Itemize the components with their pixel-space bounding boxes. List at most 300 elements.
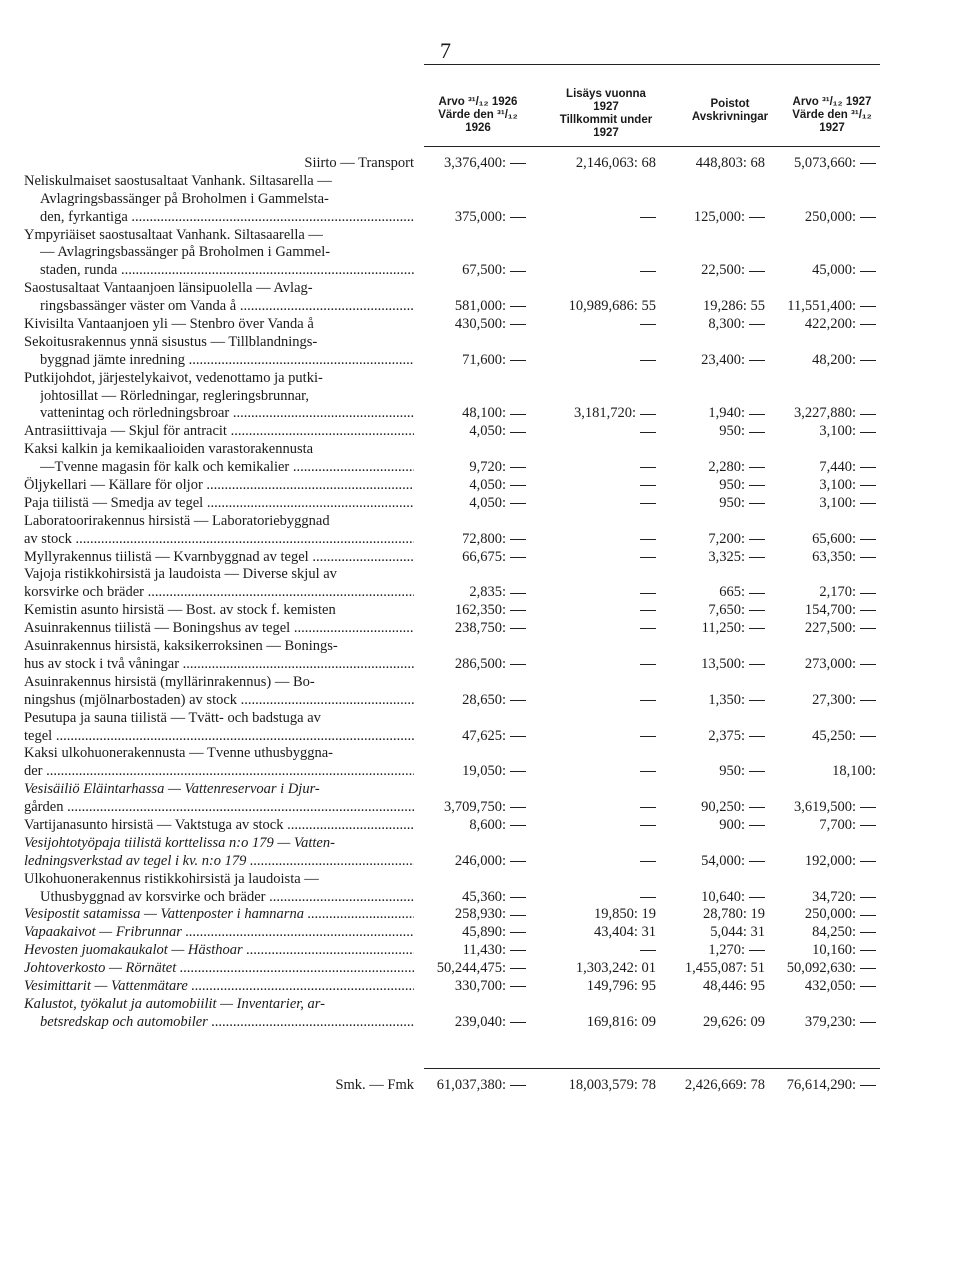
dash-mark [749,467,765,468]
cell-value: 71,600: [462,351,506,368]
row-description: korsvirke och bräder ..... [24,584,414,602]
cell-value: 7,440: [819,459,856,476]
dash-mark [749,271,765,272]
cell-value: 3,100: [819,494,856,511]
cell-depreciation [708,728,765,746]
dash-mark [860,485,876,486]
total-depreciation: 2,426,669: 78 [684,1077,765,1093]
cell-value-1927 [805,656,876,674]
row-description: Vesisäiliö Eläintarhassa — Vattenreservoar i Djur- [24,781,320,798]
dash-mark [510,467,526,468]
cell-value: 258,930: [454,906,506,923]
cell-depreciation [696,155,765,173]
cell-value: 19,286: 55 [702,298,765,315]
cell-value-1927 [794,799,876,817]
cell-value-1926 [437,960,526,978]
cell-value-1926 [469,423,526,441]
cell-additions-1927 [574,405,656,423]
table-row [0,728,960,746]
cell-value-1926 [463,942,526,960]
cell-depreciation [719,423,765,441]
row-description: staden, runda ..... [40,262,414,280]
cell-value: 3,100: [819,423,856,440]
row-description: Neliskulmaiset saostusaltaat Vanhank. Siltasarella — [24,172,332,189]
cell-value-1926 [469,459,526,477]
cell-value-1927 [812,352,876,370]
cell-depreciation [701,656,765,674]
cell-value-1926 [462,692,526,710]
cell-value: 18,100: [832,763,876,780]
cell-additions-1927 [576,960,656,978]
cell-depreciation [708,459,765,477]
dash-mark [510,932,526,933]
dash-mark [860,664,876,665]
row-description: Ulkohuonerakennus ristikkohirsistä ja laudoista — [24,870,319,887]
table-row [0,227,960,245]
cell-depreciation [694,209,765,227]
table-row [0,924,960,942]
cell-value-1927 [812,531,876,549]
cell-value-1927 [819,495,876,513]
cell-value: 379,230: [804,1013,856,1030]
dash-mark [749,771,765,772]
cell-value-1926 [469,477,526,495]
dash-mark [640,217,656,218]
dash-mark [860,217,876,218]
total-value-1926: 61,037,380: [437,1076,526,1094]
total-row [0,1076,960,1094]
dash-mark [749,897,765,898]
dash-mark [749,217,765,218]
cell-value-1927 [805,209,876,227]
table-row [0,674,960,692]
cell-additions-1927 [636,817,656,835]
cell-value: 250,000: [804,208,856,225]
cell-value-1926 [462,531,526,549]
cell-depreciation [708,602,765,620]
cell-value-1926 [455,1014,526,1032]
table-row [0,495,960,513]
dash-mark [860,1022,876,1023]
cell-value-1926 [469,584,526,602]
cell-value: 67,500: [462,262,506,279]
table-row [0,638,960,656]
dash-mark [860,932,876,933]
cell-value: 581,000: [454,298,506,315]
cell-value: 125,000: [693,208,745,225]
cell-additions-1927 [636,728,656,746]
dash-mark [510,593,526,594]
cell-value-1927 [812,942,876,960]
cell-value: 7,200: [708,530,745,547]
row-description: ringsbassänger väster om Vanda å ..... [40,298,414,316]
cell-value-1927 [812,728,876,746]
cell-value-1926 [444,155,526,173]
table-row [0,710,960,728]
cell-additions-1927 [636,584,656,602]
row-description: vattenintag och rörledningsbroar ..... [40,405,414,423]
cell-additions-1927 [636,495,656,513]
row-description: tegel ..... [24,728,414,746]
table-row [0,280,960,298]
dash-mark [860,467,876,468]
dash-mark [510,968,526,969]
cell-value: 162,350: [454,602,506,619]
dash-mark [749,664,765,665]
row-description: johtosillat — Rörledningar, regleringsbrunnar, [40,387,310,404]
row-description: Kivisilta Vantaanjoen yli — Stenbro över Vanda å [24,316,314,333]
dash-mark [640,503,656,504]
table-row [0,388,960,406]
cell-depreciation [719,763,765,781]
table-row [0,781,960,799]
dash-mark [640,360,656,361]
total-label: Smk. — Fmk [335,1077,414,1093]
cell-value: 154,700: [804,602,856,619]
table-row [0,549,960,567]
cell-value-1926 [444,799,526,817]
cell-depreciation [701,262,765,280]
cell-value: 19,850: 19 [593,906,656,923]
cell-value-1927 [819,584,876,602]
cell-value: 4,050: [469,494,506,511]
dash-mark [640,861,656,862]
cell-depreciation [708,549,765,567]
cell-value: 432,050: [804,977,856,994]
row-description: Vartijanasunto hirsistä — Vaktstuga av stock ..... [24,817,414,835]
row-description: Pesutupa ja sauna tiilistä — Tvätt- och badstuga av [24,709,321,726]
cell-value: 50,092,630: [786,960,856,977]
dash-mark [860,915,876,916]
row-description: gården ..... [24,799,414,817]
row-description: Vajoja ristikkohirsistä ja laudoista — Diverse skjul av [24,566,337,583]
dash-mark [510,360,526,361]
cell-value-1926 [462,549,526,567]
cell-value-1926 [455,316,526,334]
cell-value: 950: [719,423,745,440]
table-row [0,459,960,477]
cell-additions-1927 [636,763,656,781]
cell-additions-1927 [636,692,656,710]
cell-value-1927 [794,405,876,423]
cell-value: 19,050: [462,763,506,780]
cell-depreciation [719,817,765,835]
dash-mark [749,807,765,808]
cell-value-1926 [462,405,526,423]
dash-mark [860,736,876,737]
cell-value: 11,551,400: [787,298,856,315]
dash-mark [749,360,765,361]
cell-value-1927 [805,602,876,620]
table-row [0,405,960,423]
cell-value-1927 [805,316,876,334]
cell-additions-1927 [636,316,656,334]
dash-mark [510,986,526,987]
cell-value: 45,000: [812,262,856,279]
row-description: Kaksi ulkohuonerakennusta — Tvenne uthusbyggna- [24,745,334,762]
cell-value: 3,376,400: [443,155,506,171]
row-description: Kalustot, työkalut ja automobiilit — Inventarier, ar- [24,995,325,1012]
cell-additions-1927 [576,155,656,173]
cell-depreciation [685,960,765,978]
cell-value: 7,650: [708,602,745,619]
cell-depreciation [701,853,765,871]
cell-value: 43,404: 31 [593,924,656,941]
dash-mark [749,414,765,415]
cell-value: 50,244,475: [436,960,506,977]
dash-mark [640,324,656,325]
page-number: 7 [440,38,451,63]
total-additions: 18,003,579: 78 [568,1077,656,1093]
cell-depreciation [703,1014,765,1032]
cell-value: 65,600: [812,530,856,547]
dash-mark [640,485,656,486]
row-description: Saostusaltaat Vantaanjoen länsipuolella — Avlag- [24,280,313,297]
cell-value: 13,500: [701,655,745,672]
dash-mark [510,557,526,558]
cell-depreciation [701,889,765,907]
dash-mark [749,503,765,504]
dash-mark [510,324,526,325]
table-row [0,370,960,388]
table-row [0,602,960,620]
column-header-depreciation: Poistot Avskrivningar [691,98,769,123]
row-description: Avlagringsbassänger på Broholmen i Gammelsta- [40,190,329,207]
cell-value-1927 [812,262,876,280]
cell-additions-1927 [636,549,656,567]
row-description: betsredskap och automobiler ..... [40,1014,414,1032]
cell-additions-1927 [636,602,656,620]
cell-value-1926 [455,602,526,620]
dash-mark [640,593,656,594]
cell-depreciation [719,584,765,602]
cell-additions-1927 [636,352,656,370]
dash-mark [640,467,656,468]
table-row [0,155,960,173]
column-header-value-1926: Arvo ³¹/₁₂ 1926 Värde den ³¹/₁₂ 1926 [438,96,518,134]
row-description: Myllyrakennus tiilistä — Kvarnbyggnad av tegel ..... [24,549,414,567]
dash-mark [860,950,876,951]
cell-value: 227,500: [804,620,856,637]
row-description: Antrasiittivaja — Skjul för antracit ..... [24,423,414,441]
cell-value: 8,300: [708,316,745,333]
cell-value: 11,430: [462,942,506,959]
cell-value: 330,700: [454,977,506,994]
cell-value-1927 [787,960,876,978]
column-header-value-1927: Arvo ³¹/₁₂ 1927 Värde den ³¹/₁₂ 1927 [792,96,872,134]
dash-mark [860,360,876,361]
cell-value-1926 [469,495,526,513]
cell-value: 246,000: [454,852,506,869]
cell-depreciation [703,298,765,316]
dash-mark [860,432,876,433]
table-row [0,942,960,960]
cell-value: 7,700: [819,816,856,833]
cell-value: 2,280: [708,459,745,476]
cell-depreciation [708,316,765,334]
table-row [0,763,960,781]
dash-mark [640,771,656,772]
cell-value-1927 [805,978,876,996]
cell-value: 5,073,660: [793,155,856,171]
table-row [0,584,960,602]
cell-additions-1927 [569,298,656,316]
dash-mark [510,825,526,826]
dash-mark [640,432,656,433]
cell-value: 45,250: [812,727,856,744]
cell-value: 28,780: 19 [702,906,765,923]
table-row [0,477,960,495]
dash-mark [749,432,765,433]
table-row [0,191,960,209]
dash-mark [860,306,876,307]
column-header-additions-1927: Lisäys vuonna 1927 Tillkommit under 1927 [559,88,653,139]
cell-value: 22,500: [701,262,745,279]
dash-mark [640,414,656,415]
cell-value: 45,890: [462,924,506,941]
cell-value: 422,200: [804,316,856,333]
dash-mark [510,700,526,701]
cell-value-1926 [462,763,526,781]
cell-value-1927 [812,889,876,907]
cell-value-1927 [805,1014,876,1032]
row-description: Laboratoorirakennus hirsistä — Laboratoriebyggnad [24,512,330,529]
dash-mark [510,432,526,433]
row-description: ledningsverkstad av tegel i kv. n:o 179 ..... [24,853,414,871]
cell-value-1926 [462,728,526,746]
dash-mark [860,700,876,701]
cell-additions-1927 [587,1014,656,1032]
dash-mark [510,915,526,916]
row-description: Putkijohdot, järjestelykaivot, vedenottamo ja putki- [24,369,323,386]
cell-value-1926 [469,817,526,835]
cell-depreciation [701,352,765,370]
cell-depreciation [708,692,765,710]
cell-value: 5,044: 31 [710,924,765,941]
cell-value: 375,000: [454,208,506,225]
top-rule [424,64,880,65]
dash-mark [510,664,526,665]
cell-value: 2,170: [819,584,856,601]
table-row [0,531,960,549]
cell-additions-1927 [587,978,656,996]
cell-value-1926 [455,209,526,227]
table-row [0,906,960,924]
cell-additions-1927 [636,262,656,280]
table-row [0,173,960,191]
dash-mark [640,950,656,951]
dash-mark [749,593,765,594]
row-description: Öljykellari — Källare för oljor ..... [24,477,414,495]
total-rule [424,1068,880,1069]
cell-value: 2,835: [469,584,506,601]
dash-mark [640,736,656,737]
cell-value: 4,050: [469,423,506,440]
table-row [0,889,960,907]
cell-additions-1927 [636,799,656,817]
cell-value: 1,940: [708,405,745,422]
cell-depreciation [719,495,765,513]
row-description: den, fyrkantiga ..... [40,209,414,227]
cell-value: 48,446: 95 [702,977,765,994]
dash-mark [860,539,876,540]
dash-mark [510,950,526,951]
ledger-table [0,155,960,1032]
cell-depreciation [703,906,765,924]
dash-mark [749,539,765,540]
dash-mark [510,897,526,898]
row-description: av stock ..... [24,531,414,549]
cell-depreciation [708,405,765,423]
cell-value: 9,720: [469,459,506,476]
dash-mark [860,593,876,594]
dash-mark [860,897,876,898]
cell-value: 3,709,750: [443,799,506,816]
row-description: Uthusbyggnad av korsvirke och bräder ..... [40,889,414,907]
cell-value: 23,400: [701,351,745,368]
table-row [0,620,960,638]
cell-value: 238,750: [454,620,506,637]
dash-mark [510,736,526,737]
cell-value: 3,100: [819,477,856,494]
row-description: Kaksi kalkin ja kemikaalioiden varastorakennusta [24,441,314,458]
table-row [0,334,960,352]
dash-mark [749,628,765,629]
cell-value: 4,050: [469,477,506,494]
cell-value: 48,200: [812,351,856,368]
cell-value: 665: [719,584,745,601]
cell-value: 169,816: 09 [586,1013,656,1030]
dash-mark [749,700,765,701]
dash-mark [860,557,876,558]
cell-value: 34,720: [812,888,856,905]
cell-value: 950: [719,477,745,494]
dash-mark [860,271,876,272]
cell-additions-1927 [636,656,656,674]
dash-mark [640,271,656,272]
cell-value: 48,100: [462,405,506,422]
cell-value: 250,000: [804,906,856,923]
cell-value: 84,250: [812,924,856,941]
cell-additions-1927 [636,209,656,227]
cell-depreciation [703,978,765,996]
cell-value: 448,803: 68 [695,155,765,171]
cell-depreciation [710,924,765,942]
cell-value-1926 [455,906,526,924]
cell-value-1926 [455,978,526,996]
cell-value: 47,625: [462,727,506,744]
row-description: Asuinrakennus hirsistä, kaksikerroksinen — Bonings- [24,638,338,655]
cell-value-1927 [812,549,876,567]
cell-value: 1,270: [708,942,745,959]
table-row [0,835,960,853]
cell-value-1927 [819,459,876,477]
cell-value: 149,796: 95 [586,977,656,994]
dash-mark [640,557,656,558]
dash-mark [640,897,656,898]
cell-value-1927 [819,817,876,835]
cell-value: 2,146,063: 68 [575,155,656,171]
table-row [0,298,960,316]
table-row [0,441,960,459]
dash-mark [640,700,656,701]
table-row [0,1014,960,1032]
cell-value-1927 [812,924,876,942]
cell-value-1927 [805,906,876,924]
cell-value: 192,000: [804,852,856,869]
table-row [0,352,960,370]
table-row [0,566,960,584]
